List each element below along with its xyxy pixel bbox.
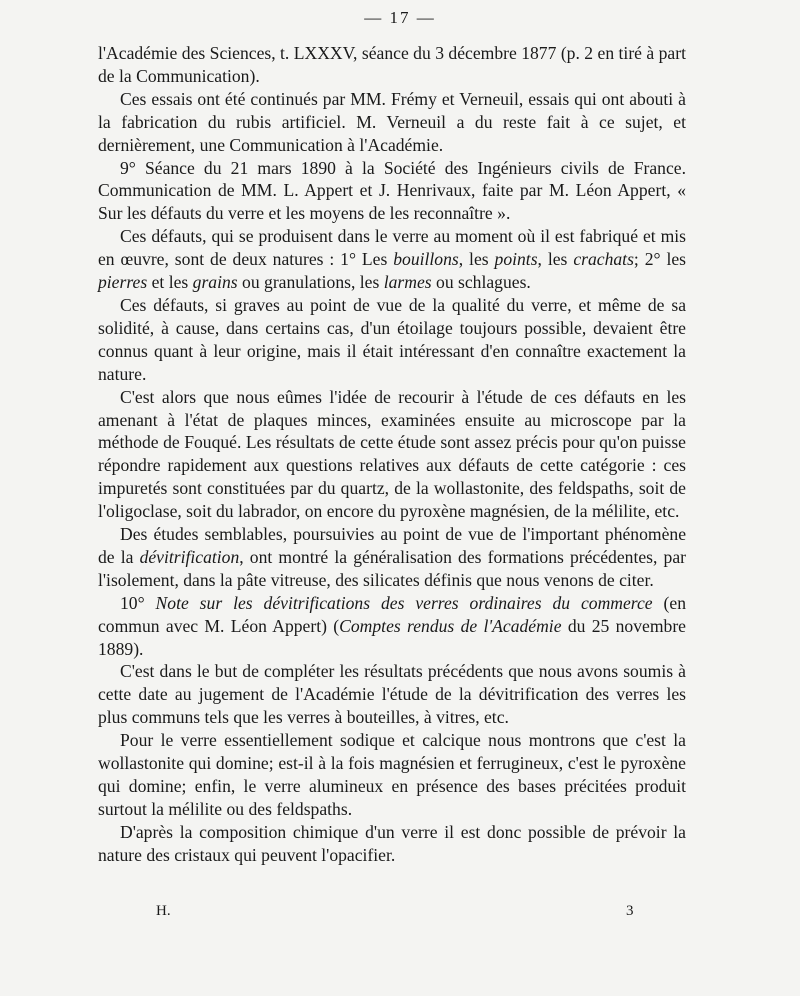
text-run: ou schlagues.	[431, 272, 531, 293]
paragraph: C'est dans le but de compléter les résultats précédents que nous avons soumis à cette date au jugement de l'Académie l'étude de la dévitrification des verres les plus communs tels que les verres à bouteilles, à vitres, etc.	[98, 661, 686, 728]
text-run: ou granulations, les	[237, 272, 384, 293]
text-run: Des études semblables, poursuivies au point de vue de l'important phénomène de la	[98, 524, 686, 567]
italic-term: larmes	[383, 272, 432, 293]
paragraph: Ces défauts, si graves au point de vue de la qualité du verre, et même de sa solidité, à cause, dans certains cas, d'un étoilage toujours possible, devaient être connus quant à leur origine, mais il était intéressant d'en connaître exactement la nature.	[98, 294, 686, 384]
paragraph	[98, 523, 686, 592]
paragraph: Pour le verre essentiellement sodique et calcique nous montrons que c'est la wollastonite qui domine; est-il à la fois magnésien et ferrugineux, c'est le pyroxène qui domine; enfin, le verre alumineux en présence des bases précitées produit surtout la mélilite ou des feldspaths.	[98, 730, 686, 819]
italic-term: dévitrification	[139, 546, 240, 567]
text-run: et les	[147, 272, 193, 293]
paragraph	[98, 592, 686, 661]
text-run: Ces défauts, qui se produisent dans le verre au moment où il est fabriqué et mis en œuvre, sont de deux natures : 1° Les	[98, 226, 686, 270]
italic-term: crachats	[573, 249, 634, 270]
italic-term: pierres	[98, 272, 148, 293]
page-number: — 17 —	[364, 8, 436, 27]
text-run: du 25 novembre 1889).	[98, 615, 686, 659]
text-run: , les	[537, 249, 574, 270]
paragraph: Ces essais ont été continués par MM. Frémy et Verneuil, essais qui ont abouti à la fabrication du rubis artificiel. M. Verneuil a du reste fait à ce sujet, et dernièrement, une Communication à l'Académie.	[98, 88, 686, 155]
paragraph	[98, 225, 686, 294]
italic-title: Comptes rendus de l'Académie	[339, 615, 562, 636]
text-run: (en commun avec M. Léon Appert) (	[98, 592, 686, 636]
paragraph: l'Académie des Sciences, t. LXXXV, séance du 3 décembre 1877 (p. 2 en tiré à part de la Communication).	[98, 43, 686, 86]
paragraph: 9° Séance du 21 mars 1890 à la Société des Ingénieurs civils de France. Communication de MM. L. Appert et J. Henrivaux, faite par M. Léon Appert, « Sur les défauts du verre et les moyens de les reconnaître ».	[98, 157, 686, 224]
paragraph: C'est alors que nous eûmes l'idée de recourir à l'étude de ces défauts en les amenant à l'état de plaques minces, examinées ensuite au microscope par la méthode de Fouqué. Les résultats de cette étude sont assez précis pour qu'on puisse répondre rapidement aux questions relatives aux défauts de cette catégorie : ces impuretés sont constituées par du quartz, de la wollastonite, des feldspaths, soit de l'oligoclase, soit du labrador, on encore du pyroxène magnésien, de la mélilite, etc.	[98, 386, 686, 522]
text-run: , les	[458, 249, 495, 270]
folio-number: 3	[626, 903, 634, 919]
italic-term: points	[494, 249, 538, 270]
text-run: ; 2° les	[633, 249, 687, 270]
body-text	[98, 42, 686, 867]
italic-term: grains	[192, 272, 238, 293]
text-run: , ont montré la généralisation des formations précédentes, par l'isolement, dans la pâte vitreuse, des silicates définis que nous venons de citer.	[98, 546, 686, 590]
signature-mark: H.	[156, 903, 171, 919]
page-footer	[0, 903, 800, 927]
text-run: 10°	[120, 592, 156, 613]
italic-title: Note sur les dévitrifications des verres ordinaires du commerce	[155, 592, 653, 613]
italic-term: bouillons	[393, 249, 459, 270]
paragraph: D'après la composition chimique d'un verre il est donc possible de prévoir la nature des cristaux qui peuvent l'opacifier.	[98, 821, 686, 865]
